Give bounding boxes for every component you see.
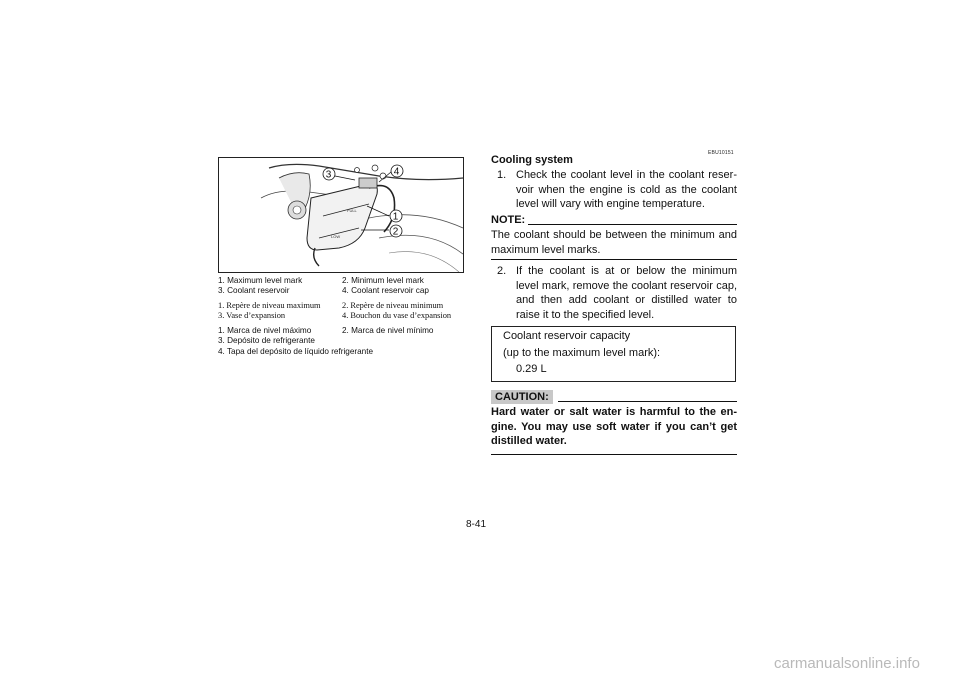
step-number: 1. (497, 169, 507, 181)
section-title: Cooling system (491, 154, 573, 166)
spec-sublabel: (up to the maximum level mark): (503, 347, 661, 359)
callout-1 (390, 210, 402, 223)
watermark-text: carmanualsonline.info (774, 655, 920, 672)
svg-text:2: 2 (392, 226, 399, 238)
reservoir-cap-shape (359, 178, 377, 188)
low-mark-text: LOW (331, 234, 341, 239)
note-rule-bottom (491, 259, 737, 260)
caution-rule-bottom (491, 454, 737, 455)
note-rule-top (528, 224, 737, 225)
step-text: Check the coolant level in the coolant reser-voir when the engine is cold as the coolant level will vary with engine temperature. (516, 169, 737, 211)
svg-text:4: 4 (393, 166, 400, 178)
step-number: 2. (497, 265, 507, 277)
callout-4 (391, 165, 403, 178)
callout-3 (323, 168, 335, 181)
spec-value: 0.29 L (516, 363, 547, 375)
callout-2 (390, 225, 402, 238)
svg-text:1: 1 (392, 211, 399, 223)
section-code: EBU10151 (708, 150, 734, 156)
caution-text: Hard water or salt water is harmful to the en-gine. You may use soft water if you can’t get distilled water. (491, 406, 737, 448)
step-text: If the coolant is at or below the minimum level mark, remove the coolant reservoir cap, and then add coolant or distilled water to raise it to the specified level. (516, 265, 737, 322)
note-label: NOTE: (491, 214, 526, 226)
caution-label: CAUTION: (491, 390, 553, 404)
svg-text:3: 3 (325, 169, 332, 181)
note-text: The coolant should be between the minimum and maximum level marks. (491, 229, 737, 256)
spec-label: Coolant reservoir capacity (503, 330, 631, 342)
page-number: 8-41 (466, 519, 487, 530)
reservoir-illustration (219, 158, 463, 272)
full-mark-text: FULL (347, 208, 357, 213)
spec-box (491, 326, 736, 382)
caution-rule-top (558, 401, 737, 402)
coolant-reservoir-figure (218, 157, 464, 273)
